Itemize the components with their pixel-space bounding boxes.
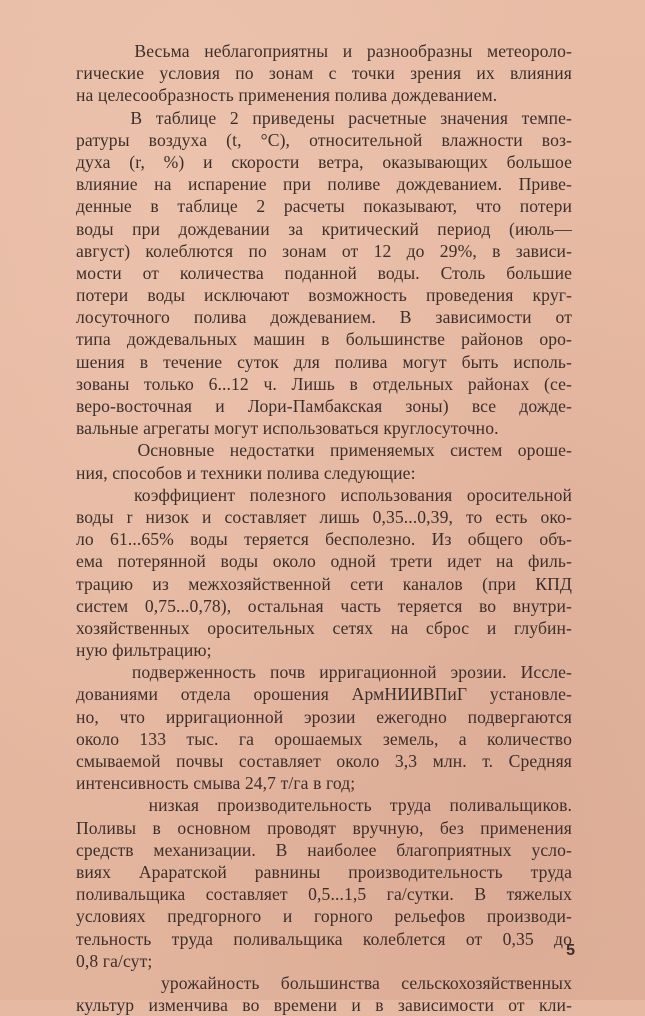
body-text (76, 40, 572, 1016)
text-line: веро-восточная и Лори-Памбакская зоны) все дожде- (76, 396, 572, 416)
text-line: лосуточного полива дождеванием. В зависимости от (76, 307, 572, 328)
text-line: подверженность почв ирригационной эрозии. Иссле- (76, 662, 572, 683)
text-line: ную фильтрацию; (76, 640, 212, 661)
page-number: 5 (566, 942, 575, 959)
text-line: ема потерянной воды около одной трети идет на филь- (76, 551, 572, 572)
text-line: потери воды исключают возможность проведения круг- (76, 285, 572, 306)
text-line: Основные недостатки применяемых систем ороше- (76, 440, 572, 461)
text-line: мости от количества поданной воды. Столь большие (76, 262, 572, 283)
text-line: условиях предгорного и горного рельефов производи- (76, 906, 572, 927)
text-line: В таблице 2 приведены расчетные значения темпе- (76, 107, 572, 128)
text-line: гические условия по зонам с точки зрения их влияния (76, 63, 572, 84)
text-line: ратуры воздуха (t, °С), относительной влажности воз- (76, 129, 572, 150)
text-line: систем 0,75...0,78), остальная часть теряется во внутри- (76, 595, 572, 616)
text-line: влияние на испарение при поливе дождеванием. Приве- (76, 174, 572, 195)
text-line: шения в течение суток для полива могут быть исполь- (76, 351, 572, 372)
text-line: ния, способов и техники полива следующие: (76, 462, 416, 483)
text-line: типа дождевальных машин в большинстве районов оро- (76, 329, 572, 350)
text-line: дованиями отдела орошения АрмНИИВПиГ установле- (76, 684, 572, 705)
text-line: интенсивность смыва 24,7 т/га в год; (76, 773, 356, 794)
text-line: около 133 тыс. га орошаемых земель, а количество (76, 728, 572, 749)
text-line: зованы только 6...12 ч. Лишь в отдельных районах (се- (76, 373, 572, 394)
text-line: но, что ирригационной эрозии ежегодно подвергаются (76, 706, 572, 727)
text-line: хозяйственных оросительных сетях на сброс и глубин- (76, 617, 572, 638)
text-line: трацию из межхозяйственной сети каналов (при КПД (76, 573, 572, 594)
text-line: воды r низок и составляет лишь 0,35...0,39, то есть око- (76, 506, 572, 527)
text-line: тельность труда поливальщика колеблется от 0,35 до (76, 928, 572, 949)
text-line: воды при дождевании за критический период (июль— (76, 218, 572, 239)
text-line: виях Араратской равнины производительность труда (76, 861, 572, 882)
text-line: смываемой почвы составляет около 3,3 млн. т. Средняя (76, 751, 572, 771)
text-line: коэффициент полезного использования оросительной (76, 484, 572, 505)
text-line: денные в таблице 2 расчеты показывают, что потери (76, 196, 572, 217)
text-line: на целесообразность применения полива дождеванием. (76, 85, 498, 106)
text-line: август) колеблются по зонам от 12 до 29%, в зависи- (76, 240, 572, 261)
text-line: Поливы в основном проводят вручную, без применения (76, 817, 572, 838)
text-line: средств механизации. В наиболее благоприятных усло- (76, 839, 572, 860)
text-line: культур изменчива во времени и в зависимости от кли- (76, 995, 572, 1016)
text-line: низкая производительность труда поливальщиков. (76, 795, 572, 816)
text-line: ло 61...65% воды теряется бесполезно. Из общего объ- (76, 529, 572, 550)
text-line: 0,8 га/сут; (76, 950, 153, 971)
text-line: Весьма неблагоприятны и разнообразны метеороло- (76, 41, 572, 61)
text-line: урожайность большинства сельскохозяйственных (76, 972, 572, 993)
text-line: духа (r, %) и скорости ветра, оказывающих большое (76, 151, 572, 172)
text-line: вальные агрегаты могут использоваться круглосуточно. (76, 418, 499, 439)
text-line: поливальщика составляет 0,5...1,5 га/сутки. В тяжелых (76, 884, 572, 905)
